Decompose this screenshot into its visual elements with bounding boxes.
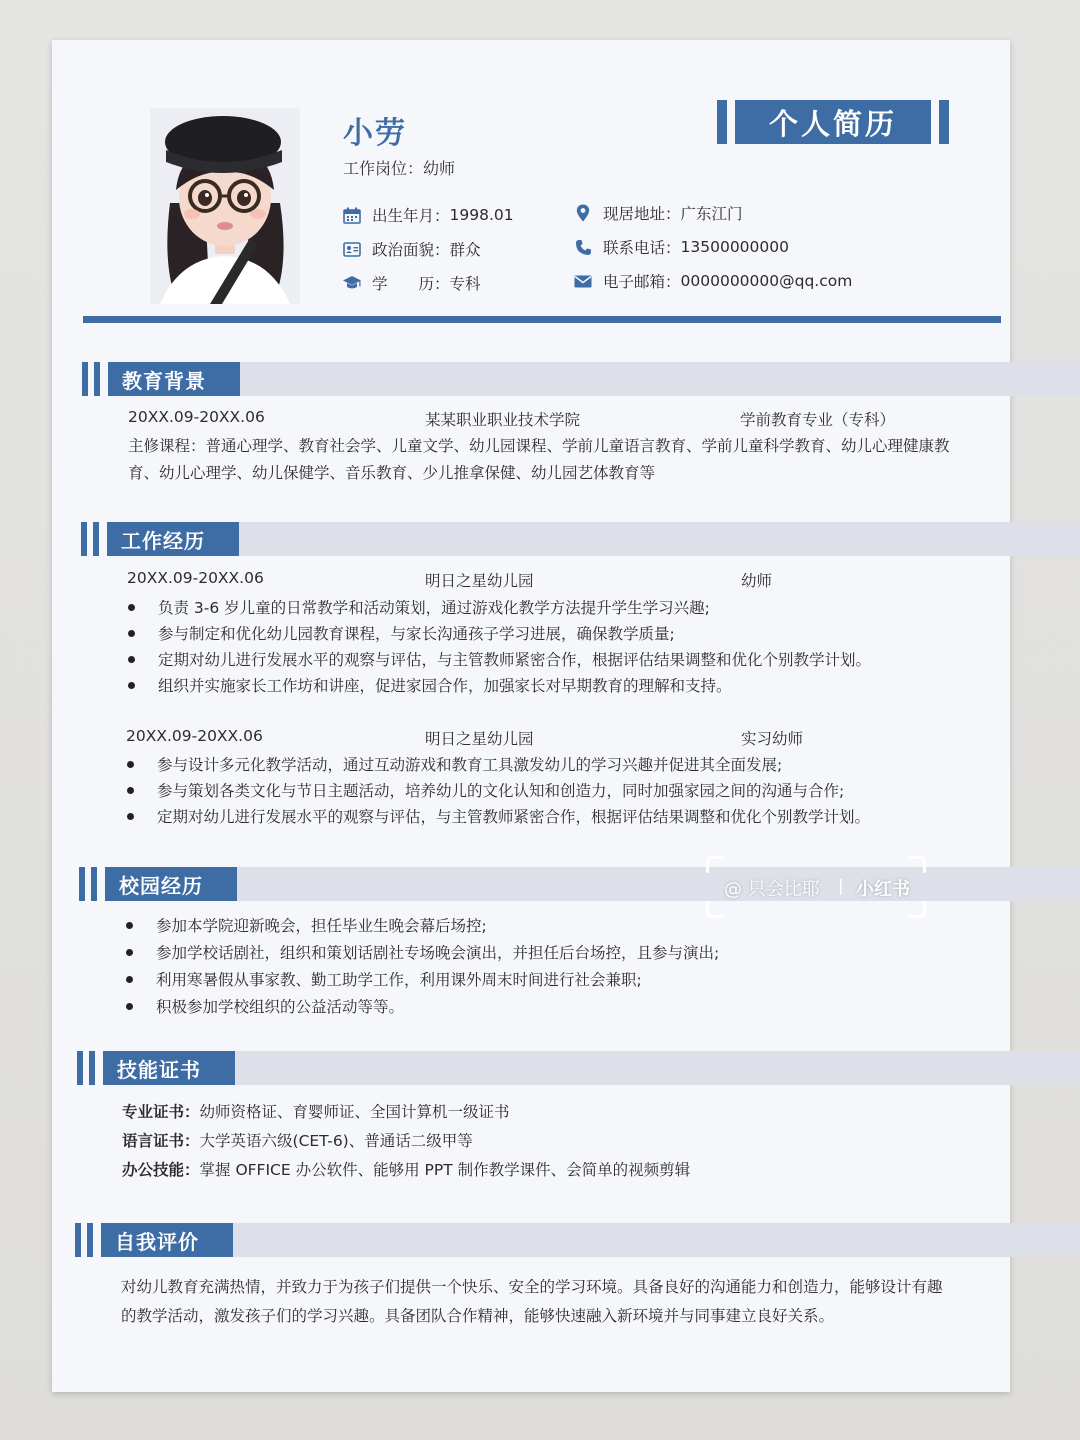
job-position [343, 156, 455, 179]
header-divider [83, 316, 1001, 323]
watermark-handle: @ 只会比耶 [724, 879, 820, 900]
list-item: 负责 3-6 岁儿童的日常教学和活动策划，通过游戏化教学方法提升学生学习兴趣; [128, 596, 710, 618]
info-politics [342, 238, 481, 260]
id-card-icon [342, 240, 362, 258]
info-label: 政治面貌： [372, 241, 450, 259]
list-item: 组织并实施家长工作坊和讲座，促进家园合作，加强家长对早期教育的理解和支持。 [128, 674, 732, 696]
info-value: 0000000000@qq.com [680, 272, 853, 290]
info-value: 群众 [449, 241, 481, 259]
info-label: 现居地址： [603, 205, 681, 223]
title-bar-right [939, 100, 949, 144]
title-bar-left [717, 100, 727, 144]
list-item: 参加本学院迎新晚会，担任毕业生晚会幕后场控; [126, 914, 487, 936]
info-value: 广东江门 [680, 205, 743, 223]
info-education [342, 272, 481, 294]
watermark-brand: 小红书 [856, 879, 910, 900]
work-1-org: 明日之星幼儿园 [425, 572, 534, 590]
list-item: 利用寒暑假从事家教、勤工助学工作，利用课外周末时间进行社会兼职; [126, 968, 642, 990]
resume-title-banner [717, 100, 949, 144]
avatar [150, 108, 300, 304]
education-school: 某某职业职业技术学院 [425, 411, 581, 429]
job-position-value: 幼师 [423, 159, 456, 178]
info-label: 电子邮箱： [603, 273, 681, 291]
info-address [573, 202, 743, 224]
list-item: 定期对幼儿进行发展水平的观察与评估，与主管教师紧密合作，根据评估结果调整和优化个别教学计划。 [127, 805, 870, 827]
education-courses-line2: 育、幼儿心理学、幼儿保健学、音乐教育、少儿推拿保健、幼儿园艺体教育等 [128, 464, 656, 482]
list-item: 参与策划各类文化与节日主题活动，培养幼儿的文化认知和创造力，同时加强家园之间的沟通与合作; [127, 779, 844, 801]
mail-icon [573, 272, 593, 290]
education-major: 学前教育专业（专科） [740, 411, 896, 429]
self-eval-line1: 对幼儿教育充满热情，并致力于为孩子们提供一个快乐、安全的学习环境。具备良好的沟通能力和创造力，能够设计有趣 [121, 1278, 943, 1296]
self-eval-line2: 的教学活动，激发孩子们的学习兴趣。具备团队合作精神，能够快速融入新环境并与同事建立良好关系。 [121, 1307, 835, 1325]
info-phone [573, 236, 789, 258]
section-title: 工作经历 [107, 522, 239, 556]
info-email [573, 270, 852, 292]
list-item: 参与设计多元化教学活动，通过互动游戏和教育工具激发幼儿的学习兴趣并促进其全面发展; [127, 753, 782, 775]
work-2-role: 实习幼师 [741, 730, 804, 748]
section-title: 校园经历 [105, 867, 237, 901]
section-title: 教育背景 [108, 362, 240, 396]
info-label: 出生年月： [372, 207, 450, 225]
info-birth [342, 204, 514, 226]
list-item: 参加学校话剧社，组织和策划话剧社专场晚会演出，并担任后台场控，且参与演出; [126, 941, 719, 963]
section-title: 自我评价 [101, 1223, 233, 1257]
work-1-period: 20XX.09-20XX.06 [127, 569, 264, 587]
info-label: 学 历： [372, 275, 450, 293]
location-icon [573, 204, 593, 222]
list-item: 参与制定和优化幼儿园教育课程，与家长沟通孩子学习进展，确保教学质量; [128, 622, 675, 644]
job-position-label: 工作岗位： [343, 159, 424, 178]
list-item: 积极参加学校组织的公益活动等等。 [126, 995, 404, 1017]
info-value: 1998.01 [449, 206, 514, 224]
skill-item: 专业证书：幼师资格证、育婴师证、全国计算机一级证书 [122, 1103, 510, 1121]
education-courses-line1: 主修课程：普通心理学、教育社会学、儿童文学、幼儿园课程、学前儿童语言教育、学前儿童科学教育、幼儿心理健康教 [128, 437, 950, 455]
skill-item: 语言证书：大学英语六级(CET-6)、普通话二级甲等 [122, 1132, 473, 1150]
skill-item: 办公技能：掌握 OFFICE 办公软件、能够用 PPT 制作教学课件、会简单的视频剪辑 [122, 1161, 691, 1179]
info-value: 专科 [449, 275, 481, 293]
phone-icon [573, 238, 593, 256]
education-period: 20XX.09-20XX.06 [128, 408, 265, 426]
work-1-role: 幼师 [741, 572, 773, 590]
section-title: 技能证书 [103, 1051, 235, 1085]
watermark-separator: | [838, 876, 844, 895]
list-item: 定期对幼儿进行发展水平的观察与评估，与主管教师紧密合作，根据评估结果调整和优化个别教学计划。 [128, 648, 871, 670]
work-2-period: 20XX.09-20XX.06 [126, 727, 263, 745]
resume-title: 个人简历 [735, 100, 931, 144]
graduation-cap-icon [342, 274, 362, 292]
info-value: 13500000000 [680, 238, 789, 256]
work-2-org: 明日之星幼儿园 [425, 730, 534, 748]
calendar-icon [342, 206, 362, 224]
candidate-name: 小劳 [343, 116, 407, 151]
info-label: 联系电话： [603, 239, 681, 257]
watermark [706, 856, 926, 918]
